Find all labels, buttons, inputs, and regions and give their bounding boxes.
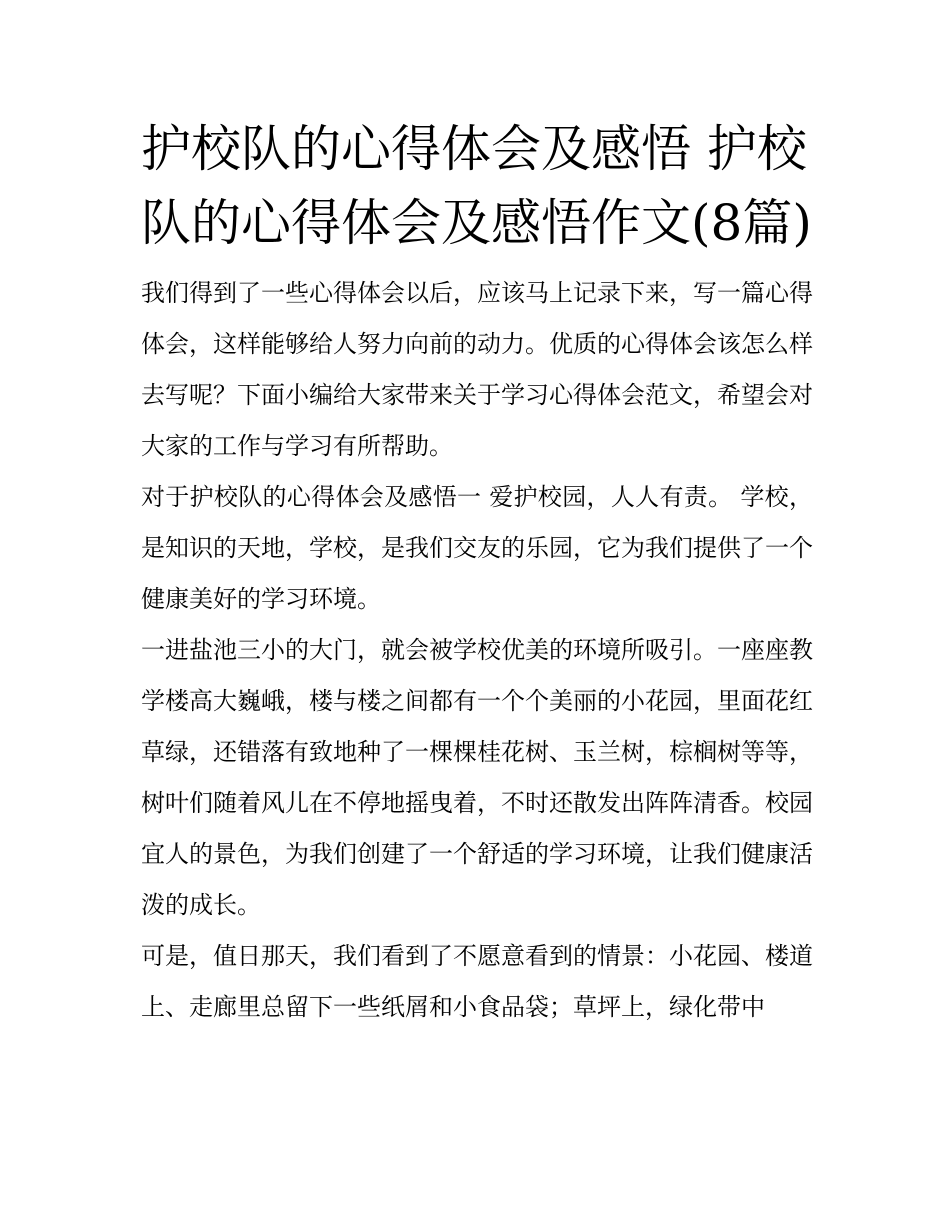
document-body bbox=[141, 112, 813, 1033]
document-title: 护校队的心得体会及感悟 护校队的心得体会及感悟作文(8篇) bbox=[141, 120, 812, 252]
paragraph-duty-day: 可是，值日那天，我们看到了不愿意看到的情景：小花园、楼道上、走廊里总留下一些纸屑和小食品袋；草坪上，绿化带中 bbox=[141, 942, 813, 1021]
paragraph-section-one: 对于护校队的心得体会及感悟一 爱护校园，人人有责。 学校，是知识的天地，学校，是我们交友的乐园，它为我们提供了一个健康美好的学习环境。 bbox=[141, 483, 813, 613]
paragraph-campus-scenery: 一进盐池三小的大门，就会被学校优美的环境所吸引。一座座教学楼高大巍峨，楼与楼之间都有一个个美丽的小花园，里面花红草绿，还错落有致地种了一棵棵桂花树、玉兰树，棕榈树等等，树叶们随着风儿在不停地摇曳着，不时还散发出阵阵清香。校园宜人的景色，为我们创建了一个舒适的学习环境，让我们健康活泼的成长。 bbox=[141, 636, 813, 919]
paragraph-intro: 我们得到了一些心得体会以后，应该马上记录下来，写一篇心得体会，这样能够给人努力向前的动力。优质的心得体会该怎么样去写呢？下面小编给大家带来关于学习心得体会范文，希望会对大家的工作与学习有所帮助。 bbox=[141, 279, 813, 460]
